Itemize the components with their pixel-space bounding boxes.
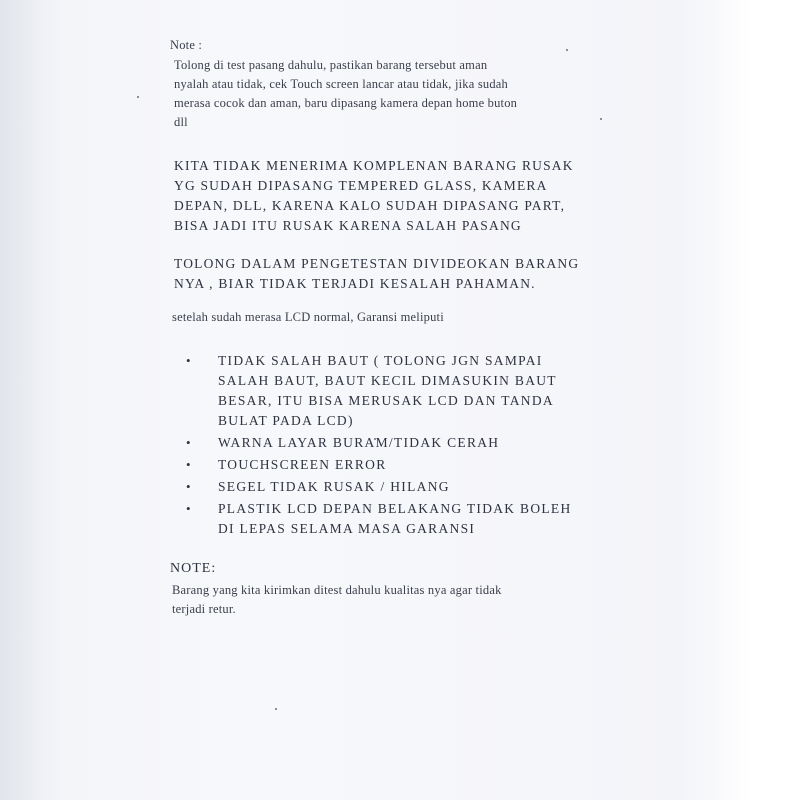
list-item (170, 455, 615, 475)
bullet-icon: • (186, 457, 192, 472)
video-request-paragraph (174, 254, 615, 294)
text-line: BESAR, ITU BISA MERUSAK LCD DAN TANDA (218, 393, 554, 408)
text-line: KITA TIDAK MENERIMA KOMPLENAN BARANG RUSAK (174, 158, 574, 173)
warning-paragraph (174, 156, 615, 236)
text-line: DI LEPAS SELAMA MASA GARANSI (218, 521, 476, 536)
ink-speck (137, 96, 139, 98)
text-line: nyalah atau tidak, cek Touch screen lancar atau tidak, jika sudah (174, 77, 508, 91)
text-line: DEPAN, DLL, KARENA KALO SUDAH DIPASANG PART, (174, 198, 566, 213)
bullet-icon: • (186, 353, 192, 368)
text-line: dll (174, 115, 188, 129)
list-item (170, 499, 615, 539)
document-body (170, 36, 615, 619)
paper-edge-shadow (0, 0, 38, 800)
text-line: BISA JADI ITU RUSAK KARENA SALAH PASANG (174, 218, 522, 233)
text-line: PLASTIK LCD DEPAN BELAKANG TIDAK BOLEH (218, 501, 572, 516)
intro-paragraph (174, 56, 615, 132)
note-title: Note : (170, 38, 203, 52)
text-line: merasa cocok dan aman, baru dipasang kamera depan home buton (174, 96, 518, 110)
bullet-icon: • (186, 479, 192, 494)
list-item (170, 477, 615, 497)
text-line: YG SUDAH DIPASANG TEMPERED GLASS, KAMERA (174, 178, 548, 193)
note2-title: NOTE: (170, 561, 217, 576)
text-line: Barang yang kita kirimkan ditest dahulu kualitas nya agar tidak (172, 583, 502, 597)
warranty-intro: setelah sudah merasa LCD normal, Garansi meliputi (172, 310, 444, 324)
ink-speck (275, 708, 277, 710)
text-line: terjadi retur. (172, 602, 236, 616)
list-item (170, 433, 615, 453)
text-line: WARNA LAYAR BURAM/TIDAK CERAH (218, 435, 500, 450)
text-line: TOUCHSCREEN ERROR (218, 457, 387, 472)
text-line: TOLONG DALAM PENGETESTAN DIVIDEOKAN BARANG (174, 256, 580, 271)
text-line: BULAT PADA LCD) (218, 413, 354, 428)
text-line: Tolong di test pasang dahulu, pastikan barang tersebut aman (174, 58, 488, 72)
bullet-icon: • (186, 501, 192, 516)
note2-paragraph (172, 581, 612, 619)
text-line: SALAH BAUT, BAUT KECIL DIMASUKIN BAUT (218, 373, 557, 388)
text-line: SEGEL TIDAK RUSAK / HILANG (218, 479, 450, 494)
warranty-list (170, 351, 615, 539)
bullet-icon: • (186, 435, 192, 450)
list-item (170, 351, 615, 431)
text-line: TIDAK SALAH BAUT ( TOLONG JGN SAMPAI (218, 353, 543, 368)
text-line: NYA , BIAR TIDAK TERJADI KESALAH PAHAMAN. (174, 276, 536, 291)
